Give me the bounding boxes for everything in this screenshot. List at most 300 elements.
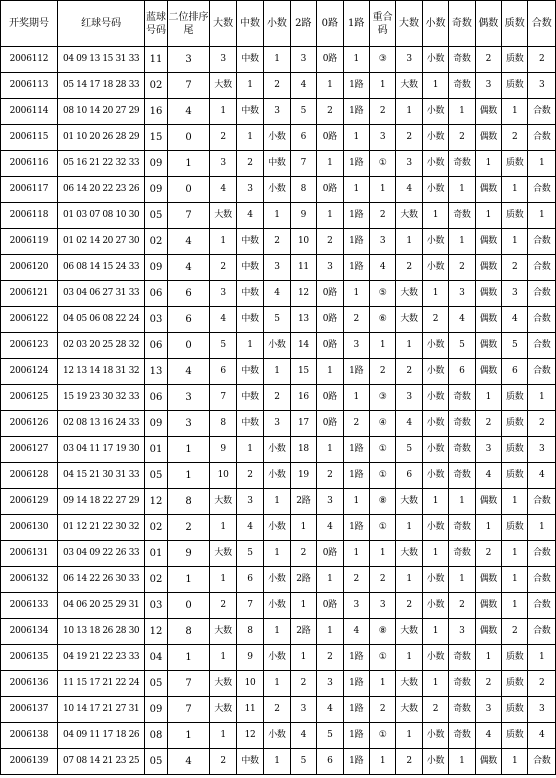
header-big-1: 大数 [210, 1, 236, 47]
cell-composite: 合数 [528, 359, 556, 385]
cell-blue-ball: 09 [145, 255, 167, 281]
cell-small-1: 小数 [264, 437, 290, 463]
cell-blue-ball: 02 [145, 73, 167, 99]
cell-small-2: 1 [422, 73, 448, 99]
cell-small-2: 小数 [422, 749, 448, 775]
cell-composite: 合数 [528, 229, 556, 255]
cell-road-2: 19 [290, 463, 316, 489]
cell-even: 4 [475, 723, 501, 749]
cell-sort-tail: 4 [167, 229, 210, 255]
cell-small-2: 1 [422, 619, 448, 645]
cell-small-2: 2 [422, 307, 448, 333]
cell-repeat-code: ③ [369, 47, 395, 73]
cell-composite: 3 [528, 73, 556, 99]
cell-big-2: 3 [396, 47, 422, 73]
cell-road-0: 1 [317, 151, 343, 177]
cell-odd: 2 [449, 593, 475, 619]
cell-even: 1 [475, 151, 501, 177]
cell-period: 2006136 [1, 671, 58, 697]
header-big-2: 大数 [396, 1, 422, 47]
cell-blue-ball: 13 [145, 359, 167, 385]
cell-small-2: 小数 [422, 567, 448, 593]
cell-mid: 11 [236, 697, 263, 723]
cell-road-1: 1 [343, 385, 369, 411]
cell-composite: 合数 [528, 749, 556, 775]
cell-road-0: 0路 [317, 281, 343, 307]
cell-red-balls: 01 10 20 26 28 29 [57, 125, 144, 151]
cell-sort-tail: 1 [167, 463, 210, 489]
cell-small-2: 小数 [422, 177, 448, 203]
cell-mid: 1 [236, 125, 263, 151]
cell-small-1: 1 [264, 47, 290, 73]
cell-road-2: 2 [290, 541, 316, 567]
cell-blue-ball: 15 [145, 125, 167, 151]
cell-small-2: 小数 [422, 437, 448, 463]
cell-repeat-code: ⑧ [369, 489, 395, 515]
cell-repeat-code: 1 [369, 177, 395, 203]
cell-road-0: 1 [317, 619, 343, 645]
cell-odd: 1 [449, 489, 475, 515]
cell-period: 2006127 [1, 437, 58, 463]
cell-big-1: 6 [210, 359, 236, 385]
cell-repeat-code: 1 [369, 333, 395, 359]
cell-road-2: 6 [290, 125, 316, 151]
cell-mid: 2 [236, 463, 263, 489]
cell-road-0: 3 [317, 255, 343, 281]
cell-big-2: 2 [396, 593, 422, 619]
cell-big-1: 8 [210, 411, 236, 437]
cell-mid: 中数 [236, 281, 263, 307]
cell-big-2: 1 [396, 645, 422, 671]
cell-big-1: 大数 [210, 203, 236, 229]
cell-sort-tail: 3 [167, 411, 210, 437]
cell-sort-tail: 1 [167, 645, 210, 671]
cell-composite: 1 [528, 385, 556, 411]
cell-small-1: 3 [264, 411, 290, 437]
cell-road-2: 11 [290, 255, 316, 281]
cell-repeat-code: ① [369, 723, 395, 749]
header-row [1, 1, 556, 47]
cell-prime: 2 [502, 255, 528, 281]
cell-prime: 1 [502, 489, 528, 515]
cell-small-1: 小数 [264, 645, 290, 671]
cell-prime: 4 [502, 307, 528, 333]
cell-road-2: 2路 [290, 619, 316, 645]
cell-even: 偶数 [475, 333, 501, 359]
cell-mid: 9 [236, 645, 263, 671]
cell-road-2: 8 [290, 177, 316, 203]
cell-road-2: 2路 [290, 489, 316, 515]
cell-red-balls: 06 08 14 15 24 33 [57, 255, 144, 281]
cell-prime: 质数 [502, 515, 528, 541]
cell-big-1: 4 [210, 307, 236, 333]
cell-composite: 2 [528, 671, 556, 697]
cell-red-balls: 04 15 21 30 31 33 [57, 463, 144, 489]
cell-repeat-code: 1 [369, 541, 395, 567]
cell-big-1: 大数 [210, 671, 236, 697]
cell-sort-tail: 4 [167, 749, 210, 775]
cell-small-2: 小数 [422, 463, 448, 489]
cell-composite: 4 [528, 723, 556, 749]
cell-big-1: 2 [210, 255, 236, 281]
cell-road-2: 7 [290, 151, 316, 177]
cell-even: 3 [475, 697, 501, 723]
cell-big-1: 3 [210, 151, 236, 177]
cell-big-2: 大数 [396, 489, 422, 515]
cell-road-1: 3 [343, 593, 369, 619]
cell-small-1: 1 [264, 671, 290, 697]
cell-big-1: 7 [210, 385, 236, 411]
cell-prime: 1 [502, 567, 528, 593]
cell-road-1: 4 [343, 619, 369, 645]
cell-sort-tail: 7 [167, 203, 210, 229]
cell-blue-ball: 01 [145, 541, 167, 567]
cell-road-0: 1 [317, 359, 343, 385]
cell-road-2: 5 [290, 99, 316, 125]
cell-road-2: 3 [290, 47, 316, 73]
cell-small-2: 小数 [422, 385, 448, 411]
cell-small-2: 小数 [422, 723, 448, 749]
cell-even: 偶数 [475, 255, 501, 281]
cell-blue-ball: 11 [145, 47, 167, 73]
cell-composite: 2 [528, 47, 556, 73]
cell-big-1: 大数 [210, 697, 236, 723]
cell-red-balls: 10 13 18 26 28 30 [57, 619, 144, 645]
cell-period: 2006113 [1, 73, 58, 99]
cell-small-1: 2 [264, 73, 290, 99]
cell-repeat-code: ④ [369, 411, 395, 437]
cell-sort-tail: 7 [167, 697, 210, 723]
table-row [1, 229, 556, 255]
cell-mid: 中数 [236, 255, 263, 281]
cell-repeat-code: ① [369, 437, 395, 463]
header-small-2: 小数 [422, 1, 448, 47]
cell-red-balls: 01 02 14 20 27 30 [57, 229, 144, 255]
cell-blue-ball: 06 [145, 333, 167, 359]
cell-composite: 合数 [528, 593, 556, 619]
cell-repeat-code: 1 [369, 73, 395, 99]
cell-period: 2006114 [1, 99, 58, 125]
cell-road-1: 1 [343, 47, 369, 73]
cell-small-2: 小数 [422, 99, 448, 125]
cell-even: 偶数 [475, 99, 501, 125]
cell-composite: 合数 [528, 307, 556, 333]
cell-period: 2006121 [1, 281, 58, 307]
cell-prime: 质数 [502, 151, 528, 177]
cell-mid: 中数 [236, 411, 263, 437]
cell-red-balls: 02 08 13 16 24 33 [57, 411, 144, 437]
cell-even: 偶数 [475, 229, 501, 255]
cell-repeat-code: 1 [369, 671, 395, 697]
cell-big-2: 大数 [396, 307, 422, 333]
cell-mid: 6 [236, 567, 263, 593]
cell-even: 偶数 [475, 489, 501, 515]
cell-big-1: 2 [210, 125, 236, 151]
table-row [1, 619, 556, 645]
cell-prime: 质数 [502, 697, 528, 723]
cell-repeat-code: ① [369, 515, 395, 541]
cell-sort-tail: 6 [167, 307, 210, 333]
cell-sort-tail: 9 [167, 541, 210, 567]
cell-big-1: 1 [210, 229, 236, 255]
cell-prime: 2 [502, 619, 528, 645]
cell-repeat-code: 2 [369, 99, 395, 125]
cell-big-2: 大数 [396, 541, 422, 567]
cell-road-2: 3 [290, 697, 316, 723]
cell-odd: 奇数 [449, 411, 475, 437]
cell-red-balls: 05 16 21 22 32 33 [57, 151, 144, 177]
cell-road-1: 1路 [343, 645, 369, 671]
cell-road-1: 1路 [343, 359, 369, 385]
cell-red-balls: 06 14 22 26 30 33 [57, 567, 144, 593]
cell-blue-ball: 08 [145, 723, 167, 749]
cell-period: 2006139 [1, 749, 58, 775]
cell-small-2: 小数 [422, 593, 448, 619]
table-row [1, 671, 556, 697]
cell-sort-tail: 8 [167, 489, 210, 515]
cell-road-2: 15 [290, 359, 316, 385]
cell-mid: 8 [236, 619, 263, 645]
cell-composite: 2 [528, 411, 556, 437]
cell-period: 2006126 [1, 411, 58, 437]
cell-repeat-code: 3 [369, 229, 395, 255]
cell-period: 2006133 [1, 593, 58, 619]
cell-sort-tail: 1 [167, 151, 210, 177]
cell-red-balls: 06 14 20 22 23 26 [57, 177, 144, 203]
cell-even: 偶数 [475, 307, 501, 333]
cell-blue-ball: 03 [145, 307, 167, 333]
header-small-1: 小数 [264, 1, 290, 47]
header-prime: 质数 [502, 1, 528, 47]
cell-period: 2006134 [1, 619, 58, 645]
cell-small-2: 1 [422, 281, 448, 307]
cell-big-2: 2 [396, 255, 422, 281]
cell-small-1: 小数 [264, 333, 290, 359]
cell-repeat-code: 3 [369, 125, 395, 151]
table-row [1, 541, 556, 567]
cell-road-0: 2 [317, 645, 343, 671]
cell-big-1: 3 [210, 281, 236, 307]
cell-even: 偶数 [475, 593, 501, 619]
cell-mid: 4 [236, 515, 263, 541]
cell-road-2: 18 [290, 437, 316, 463]
header-sort-tail: 二位排序尾 [167, 1, 210, 47]
cell-road-1: 1路 [343, 515, 369, 541]
cell-road-2: 12 [290, 281, 316, 307]
cell-big-2: 3 [396, 151, 422, 177]
cell-road-2: 9 [290, 203, 316, 229]
cell-blue-ball: 09 [145, 151, 167, 177]
cell-road-2: 16 [290, 385, 316, 411]
cell-repeat-code: ⑤ [369, 281, 395, 307]
cell-big-1: 1 [210, 723, 236, 749]
cell-road-1: 1路 [343, 437, 369, 463]
cell-small-1: 1 [264, 203, 290, 229]
cell-composite: 合数 [528, 281, 556, 307]
cell-blue-ball: 02 [145, 515, 167, 541]
cell-road-2: 10 [290, 229, 316, 255]
cell-composite: 合数 [528, 489, 556, 515]
table-row [1, 151, 556, 177]
cell-road-0: 0路 [317, 307, 343, 333]
cell-big-2: 1 [396, 99, 422, 125]
cell-big-2: 4 [396, 411, 422, 437]
cell-sort-tail: 4 [167, 99, 210, 125]
cell-road-1: 1 [343, 541, 369, 567]
cell-prime: 6 [502, 359, 528, 385]
cell-blue-ball: 05 [145, 463, 167, 489]
cell-big-1: 9 [210, 437, 236, 463]
cell-blue-ball: 01 [145, 437, 167, 463]
cell-big-2: 1 [396, 567, 422, 593]
table-row [1, 645, 556, 671]
cell-road-1: 1路 [343, 99, 369, 125]
cell-blue-ball: 09 [145, 411, 167, 437]
cell-odd: 奇数 [449, 671, 475, 697]
table-row [1, 697, 556, 723]
cell-road-1: 2 [343, 411, 369, 437]
cell-odd: 奇数 [449, 203, 475, 229]
cell-sort-tail: 8 [167, 619, 210, 645]
cell-even: 2 [475, 671, 501, 697]
cell-prime: 质数 [502, 463, 528, 489]
cell-repeat-code: 3 [369, 593, 395, 619]
cell-big-1: 大数 [210, 541, 236, 567]
cell-big-1: 1 [210, 567, 236, 593]
table-row [1, 177, 556, 203]
cell-small-1: 3 [264, 255, 290, 281]
cell-prime: 质数 [502, 671, 528, 697]
cell-road-1: 1路 [343, 671, 369, 697]
cell-prime: 1 [502, 99, 528, 125]
cell-big-1: 2 [210, 749, 236, 775]
cell-period: 2006129 [1, 489, 58, 515]
cell-odd: 6 [449, 359, 475, 385]
cell-big-2: 1 [396, 333, 422, 359]
cell-even: 2 [475, 411, 501, 437]
cell-sort-tail: 0 [167, 125, 210, 151]
cell-road-2: 1 [290, 515, 316, 541]
cell-small-2: 1 [422, 671, 448, 697]
cell-blue-ball: 04 [145, 645, 167, 671]
cell-odd: 奇数 [449, 697, 475, 723]
cell-big-2: 大数 [396, 203, 422, 229]
cell-odd: 奇数 [449, 47, 475, 73]
cell-road-1: 1 [343, 281, 369, 307]
cell-repeat-code: 2 [369, 203, 395, 229]
cell-even: 偶数 [475, 567, 501, 593]
cell-blue-ball: 12 [145, 619, 167, 645]
cell-repeat-code: 2 [369, 567, 395, 593]
cell-odd: 奇数 [449, 463, 475, 489]
cell-road-0: 2 [317, 229, 343, 255]
cell-red-balls: 08 10 14 20 27 29 [57, 99, 144, 125]
cell-small-1: 1 [264, 619, 290, 645]
cell-road-1: 1 [343, 125, 369, 151]
header-period: 开奖期号 [1, 1, 58, 47]
cell-sort-tail: 3 [167, 385, 210, 411]
cell-small-2: 小数 [422, 229, 448, 255]
cell-odd: 奇数 [449, 515, 475, 541]
cell-prime: 质数 [502, 47, 528, 73]
cell-blue-ball: 09 [145, 177, 167, 203]
cell-mid: 中数 [236, 229, 263, 255]
cell-period: 2006118 [1, 203, 58, 229]
cell-small-1: 小数 [264, 515, 290, 541]
cell-big-2: 大数 [396, 697, 422, 723]
cell-road-1: 2 [343, 567, 369, 593]
cell-big-1: 10 [210, 463, 236, 489]
table-row [1, 515, 556, 541]
cell-road-1: 1 [343, 177, 369, 203]
cell-big-1: 2 [210, 593, 236, 619]
cell-period: 2006112 [1, 47, 58, 73]
cell-period: 2006138 [1, 723, 58, 749]
cell-small-1: 小数 [264, 177, 290, 203]
cell-big-1: 1 [210, 645, 236, 671]
cell-road-1: 1路 [343, 203, 369, 229]
cell-mid: 1 [236, 333, 263, 359]
cell-small-2: 小数 [422, 515, 448, 541]
cell-sort-tail: 1 [167, 723, 210, 749]
cell-road-2: 1 [290, 645, 316, 671]
cell-sort-tail: 7 [167, 73, 210, 99]
cell-road-1: 1路 [343, 229, 369, 255]
header-repeat-code: 重合码 [369, 1, 395, 47]
cell-odd: 1 [449, 749, 475, 775]
cell-mid: 3 [236, 489, 263, 515]
cell-composite: 3 [528, 437, 556, 463]
header-even: 偶数 [475, 1, 501, 47]
cell-red-balls: 01 12 21 22 30 32 [57, 515, 144, 541]
cell-mid: 5 [236, 541, 263, 567]
cell-big-2: 3 [396, 385, 422, 411]
cell-road-2: 2 [290, 671, 316, 697]
cell-composite: 合数 [528, 333, 556, 359]
cell-odd: 1 [449, 177, 475, 203]
cell-small-1: 2 [264, 229, 290, 255]
cell-even: 1 [475, 645, 501, 671]
cell-sort-tail: 4 [167, 255, 210, 281]
table-row [1, 385, 556, 411]
cell-sort-tail: 3 [167, 47, 210, 73]
table-row [1, 333, 556, 359]
cell-big-2: 2 [396, 359, 422, 385]
cell-big-2: 4 [396, 177, 422, 203]
cell-red-balls: 04 06 20 25 29 31 [57, 593, 144, 619]
cell-red-balls: 11 15 17 21 22 24 [57, 671, 144, 697]
cell-odd: 1 [449, 229, 475, 255]
cell-small-1: 1 [264, 359, 290, 385]
cell-big-2: 大数 [396, 281, 422, 307]
cell-period: 2006132 [1, 567, 58, 593]
cell-big-2: 大数 [396, 619, 422, 645]
cell-big-2: 大数 [396, 73, 422, 99]
cell-odd: 奇数 [449, 723, 475, 749]
header-red-balls: 红球号码 [57, 1, 144, 47]
cell-road-1: 1路 [343, 723, 369, 749]
cell-repeat-code: ③ [369, 385, 395, 411]
cell-small-2: 1 [422, 541, 448, 567]
cell-prime: 1 [502, 593, 528, 619]
cell-small-2: 小数 [422, 333, 448, 359]
cell-red-balls: 03 04 06 27 31 33 [57, 281, 144, 307]
cell-small-2: 小数 [422, 255, 448, 281]
cell-red-balls: 03 04 11 17 19 30 [57, 437, 144, 463]
cell-blue-ball: 03 [145, 593, 167, 619]
cell-mid: 中数 [236, 307, 263, 333]
table-row [1, 463, 556, 489]
